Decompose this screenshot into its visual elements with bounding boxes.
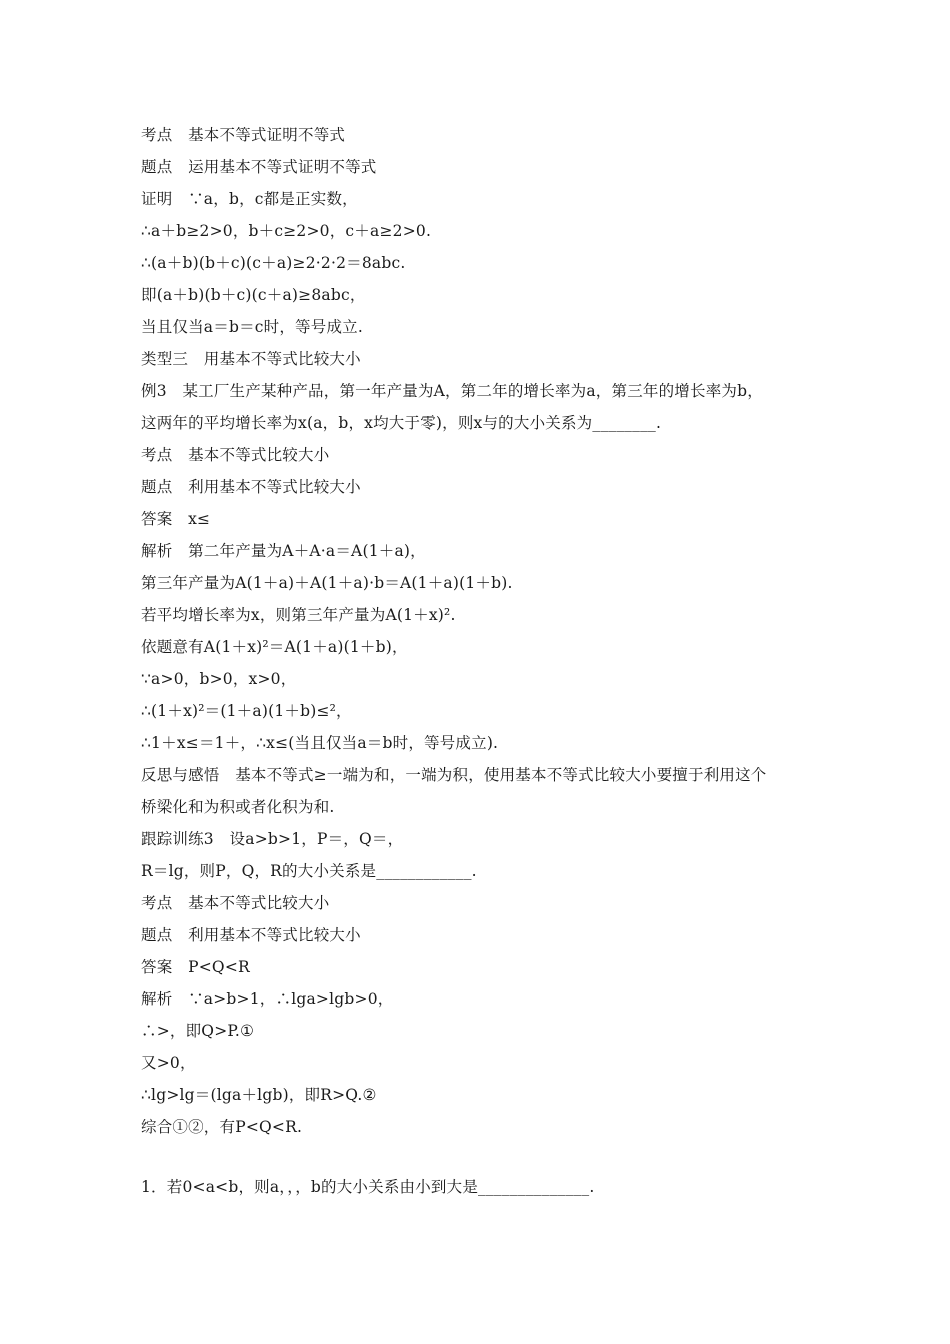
text-line: 题点 利用基本不等式比较大小	[141, 478, 361, 496]
text-line: 解析 第二年产量为A＋A·a＝A(1＋a)，	[141, 542, 426, 560]
text-line: 又>0，	[141, 1054, 196, 1072]
text-line: ∴(1＋x)²＝(1＋a)(1＋b)≤²，	[141, 702, 352, 720]
text-line: 桥梁化和为积或者化积为和.	[141, 798, 335, 816]
text-line: 即(a＋b)(b＋c)(c＋a)≥8abc，	[141, 286, 366, 304]
text-line: ∴a＋b≥2>0，b＋c≥2>0，c＋a≥2>0.	[141, 222, 432, 240]
text-line: ∴(a＋b)(b＋c)(c＋a)≥2·2·2＝8abc.	[141, 254, 406, 272]
text-line: ∴>，即Q>P.①	[141, 1022, 255, 1040]
text-line: 依题意有A(1＋x)²＝A(1＋a)(1＋b)，	[141, 638, 408, 656]
exercise-question: 1．若0<a<b，则a，，，b的大小关系由小到大是______________.	[141, 1178, 595, 1196]
text-line: 第三年产量为A(1＋a)＋A(1＋a)·b＝A(1＋a)(1＋b).	[141, 574, 513, 592]
text-line: 解析 ∵a>b>1，∴lga>lgb>0，	[141, 990, 394, 1008]
text-line: 跟踪训练3 设a>b>1，P＝，Q＝，	[141, 830, 404, 848]
text-line: R＝lg，则P，Q，R的大小关系是____________.	[141, 862, 477, 880]
text-line: 考点 基本不等式证明不等式	[141, 126, 346, 144]
text-line: 这两年的平均增长率为x(a，b，x均大于零)，则x与的大小关系为________.	[141, 414, 662, 432]
section-heading: 类型三 用基本不等式比较大小	[141, 350, 361, 368]
text-line: ∵a>0，b>0，x>0，	[141, 670, 297, 688]
text-line: 综合①②，有P<Q<R.	[141, 1118, 303, 1136]
text-line: 题点 运用基本不等式证明不等式	[141, 158, 377, 176]
text-line: 证明 ∵a，b，c都是正实数，	[141, 190, 358, 208]
text-line: 考点 基本不等式比较大小	[141, 446, 330, 464]
text-line: 例3 某工厂生产某种产品，第一年产量为A，第二年的增长率为a，第三年的增长率为b，	[141, 382, 763, 400]
text-line: ∴lg>lg＝(lga＋lgb)，即R>Q.②	[141, 1086, 377, 1104]
text-line: 考点 基本不等式比较大小	[141, 894, 330, 912]
text-line: 若平均增长率为x，则第三年产量为A(1＋x)².	[141, 606, 456, 624]
text-line: 答案 P<Q<R	[141, 958, 250, 976]
text-line: 题点 利用基本不等式比较大小	[141, 926, 361, 944]
text-line: ∴1＋x≤＝1＋，∴x≤(当且仅当a＝b时，等号成立).	[141, 734, 499, 752]
text-line: 当且仅当a＝b＝c时，等号成立.	[141, 318, 363, 336]
text-line: 反思与感悟 基本不等式≥一端为和，一端为积，使用基本不等式比较大小要擅于利用这个	[141, 766, 767, 784]
text-line: 答案 x≤	[141, 510, 211, 528]
